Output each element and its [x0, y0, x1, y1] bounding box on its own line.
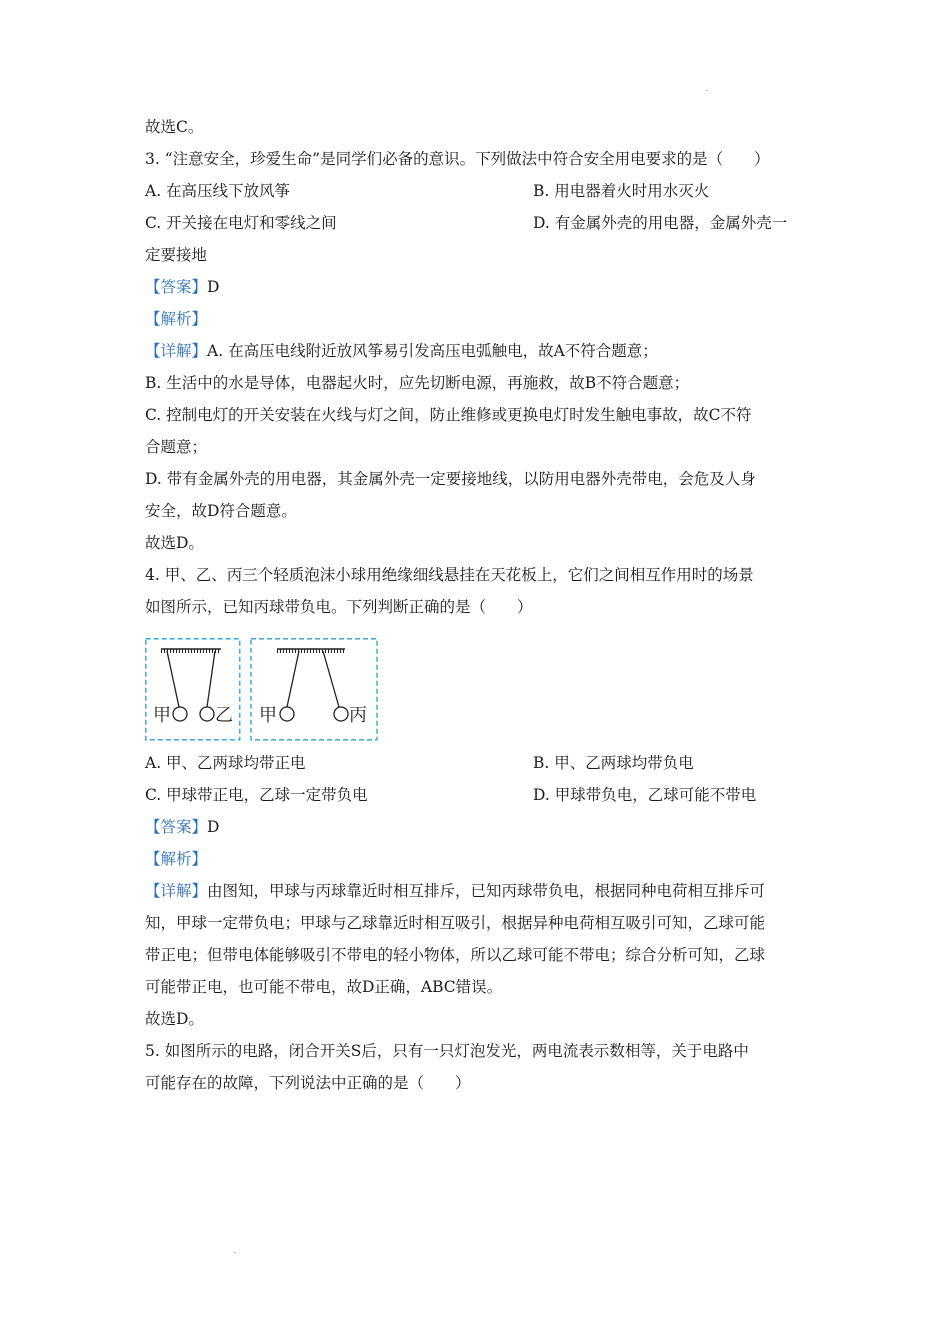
- q4-option-d: D. 甲球带负电，乙球可能不带电: [533, 786, 757, 804]
- q4-detail-4: 可能带正电，也可能不带电，故D正确，ABC错误。: [145, 978, 503, 996]
- right-panel: [251, 639, 377, 740]
- ball-label-bing: 丙: [349, 705, 367, 726]
- q3-analysis-tag: [145, 309, 207, 329]
- question-3-stem: 3. “注意安全，珍爱生命”是同学们必备的意识。下列做法中符合安全用电要求的是（ ）: [145, 150, 770, 168]
- q3-detail-6: 安全，故D符合题意。: [145, 502, 297, 520]
- question-4-stem-1: 4. 甲、乙、丙三个轻质泡沫小球用绝缘细线悬挂在天花板上，它们之间相互作用时的场景: [145, 566, 754, 584]
- ball-label-yi: 乙: [215, 705, 233, 726]
- q4-option-b: B. 甲、乙两球均带负电: [533, 754, 694, 772]
- q3-option-b: B. 用电器着火时用水灭火: [533, 182, 710, 200]
- q4-answer: [145, 817, 219, 837]
- answer-tag: 【答案】: [145, 278, 208, 296]
- answer-value: D: [207, 278, 220, 296]
- q3-detail-3: C. 控制电灯的开关安装在火线与灯之间，防止维修或更换电灯时发生触电事故，故C不符: [145, 406, 752, 424]
- detail-text: 由图知，甲球与丙球靠近时相互排斥，已知丙球带负电，根据同种电荷相互排斥可: [207, 882, 766, 900]
- q4-option-c: C. 甲球带正电，乙球一定带负电: [145, 786, 368, 804]
- page-mark-bottom: [234, 1252, 236, 1253]
- q4-conclusion: 故选D。: [145, 1010, 204, 1028]
- ball-label-jia-right: 甲: [259, 705, 277, 726]
- q4-option-a: A. 甲、乙两球均带正电: [145, 754, 306, 772]
- q4-detail-1: [145, 881, 765, 901]
- left-panel: [146, 639, 240, 740]
- q4-detail-2: 知，甲球一定带负电；甲球与乙球靠近时相互吸引，根据异种电荷相互吸引可知，乙球可能: [145, 914, 766, 932]
- q3-detail-2: B. 生活中的水是导体，电器起火时，应先切断电源，再施救，故B不符合题意；: [145, 374, 690, 392]
- q3-detail-1: [145, 341, 658, 361]
- page-mark-top: [706, 90, 708, 91]
- pendulum-figure: [145, 638, 380, 742]
- question-5-stem-2: 可能存在的故障，下列说法中正确的是（ ）: [145, 1074, 471, 1092]
- ball-label-jia-left: 甲: [153, 705, 171, 726]
- q4-detail-3: 带正电；但带电体能够吸引不带电的轻小物体，所以乙球可能不带电；综合分析可知，乙球: [145, 946, 766, 964]
- answer-value: D: [207, 818, 220, 836]
- answer-tag: 【答案】: [145, 818, 208, 836]
- detail-tag: 【详解】: [145, 342, 208, 360]
- q4-analysis-tag: [145, 849, 207, 869]
- question-4-stem-2: 如图所示，已知丙球带负电。下列判断正确的是（ ）: [145, 598, 533, 616]
- q3-option-a: A. 在高压线下放风筝: [145, 182, 291, 200]
- q3-option-d: D. 有金属外壳的用电器，金属外壳一: [533, 214, 788, 232]
- question-5-stem-1: 5. 如图所示的电路，闭合开关S后，只有一只灯泡发光，两电流表示数相等，关于电路中: [145, 1042, 749, 1060]
- q3-detail-5: D. 带有金属外壳的用电器，其金属外壳一定要接地线，以防用电器外壳带电，会危及人身: [145, 470, 756, 488]
- detail-tag: 【详解】: [145, 882, 208, 900]
- q3-detail-4: 合题意；: [145, 438, 208, 456]
- q3-option-d-cont: 定要接地: [145, 246, 208, 264]
- q3-conclusion: 故选D。: [145, 534, 204, 552]
- text-line: 故选C。: [145, 118, 204, 136]
- analysis-tag: 【解析】: [145, 310, 208, 328]
- q3-answer: [145, 277, 219, 297]
- detail-text: A. 在高压电线附近放风筝易引发高压电弧触电，故A不符合题意；: [207, 342, 658, 360]
- q3-option-c: C. 开关接在电灯和零线之间: [145, 214, 337, 232]
- analysis-tag: 【解析】: [145, 850, 208, 868]
